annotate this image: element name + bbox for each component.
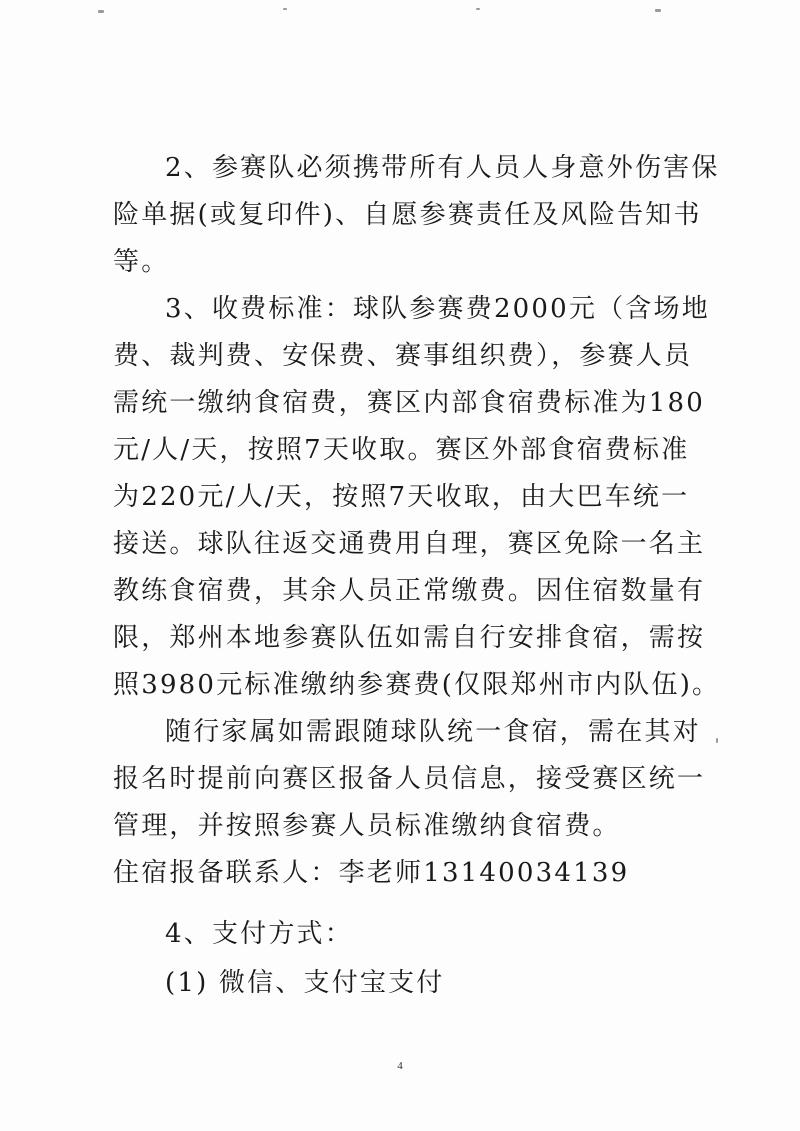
paragraph-3-line-7: 教练食宿费，其余人员正常缴费。因住宿数量有: [113, 576, 706, 606]
paragraph-3-line-8: 限，郑州本地参赛队伍如需自行安排食宿，需按: [113, 623, 706, 653]
paragraph-2-line-1: 2、参赛队必须携带所有人员人身意外伤害保: [165, 153, 720, 183]
paragraph-3-line-5: 为220元/人/天，按照7天收取，由大巴车统一: [113, 482, 690, 512]
paragraph-3-line-1: 3、收费标准：球队参赛费2000元（含场地: [165, 294, 710, 324]
page-number: 4: [397, 1060, 403, 1072]
paragraph-3-line-3: 需统一缴纳食宿费，赛区内部食宿费标准为180: [113, 388, 706, 418]
paragraph-3-line-4: 元/人/天，按照7天收取。赛区外部食宿费标准: [113, 435, 690, 465]
contact-line: 住宿报备联系人：李老师13140034139: [113, 858, 630, 888]
paragraph-2-line-2: 险单据(或复印件)、自愿参赛责任及风险告知书: [113, 200, 702, 230]
scan-mark: [716, 738, 718, 743]
paragraph-3-line-6: 接送。球队往返交通费用自理，赛区免除一名主: [113, 529, 706, 559]
scan-mark: [655, 9, 661, 12]
payment-heading: 4、支付方式：: [165, 919, 353, 949]
paragraph-3-line-9: 照3980元标准缴纳参赛费(仅限郑州市内队伍)。: [113, 670, 721, 700]
family-paragraph-line-3: 管理，并按照参赛人员标准缴纳食宿费。: [113, 811, 621, 841]
family-paragraph-line-1: 随行家属如需跟随球队统一食宿，需在其对: [165, 717, 701, 747]
payment-option-1: (1) 微信、支付宝支付: [165, 968, 445, 998]
scan-mark: [283, 8, 287, 10]
scan-mark: [98, 10, 104, 13]
scan-mark: [476, 8, 480, 10]
paragraph-2-line-3: 等。: [113, 247, 170, 277]
family-paragraph-line-2: 报名时提前向赛区报备人员信息，接受赛区统一: [113, 764, 706, 794]
paragraph-3-line-2: 费、裁判费、安保费、赛事组织费），参赛人员: [113, 341, 693, 371]
